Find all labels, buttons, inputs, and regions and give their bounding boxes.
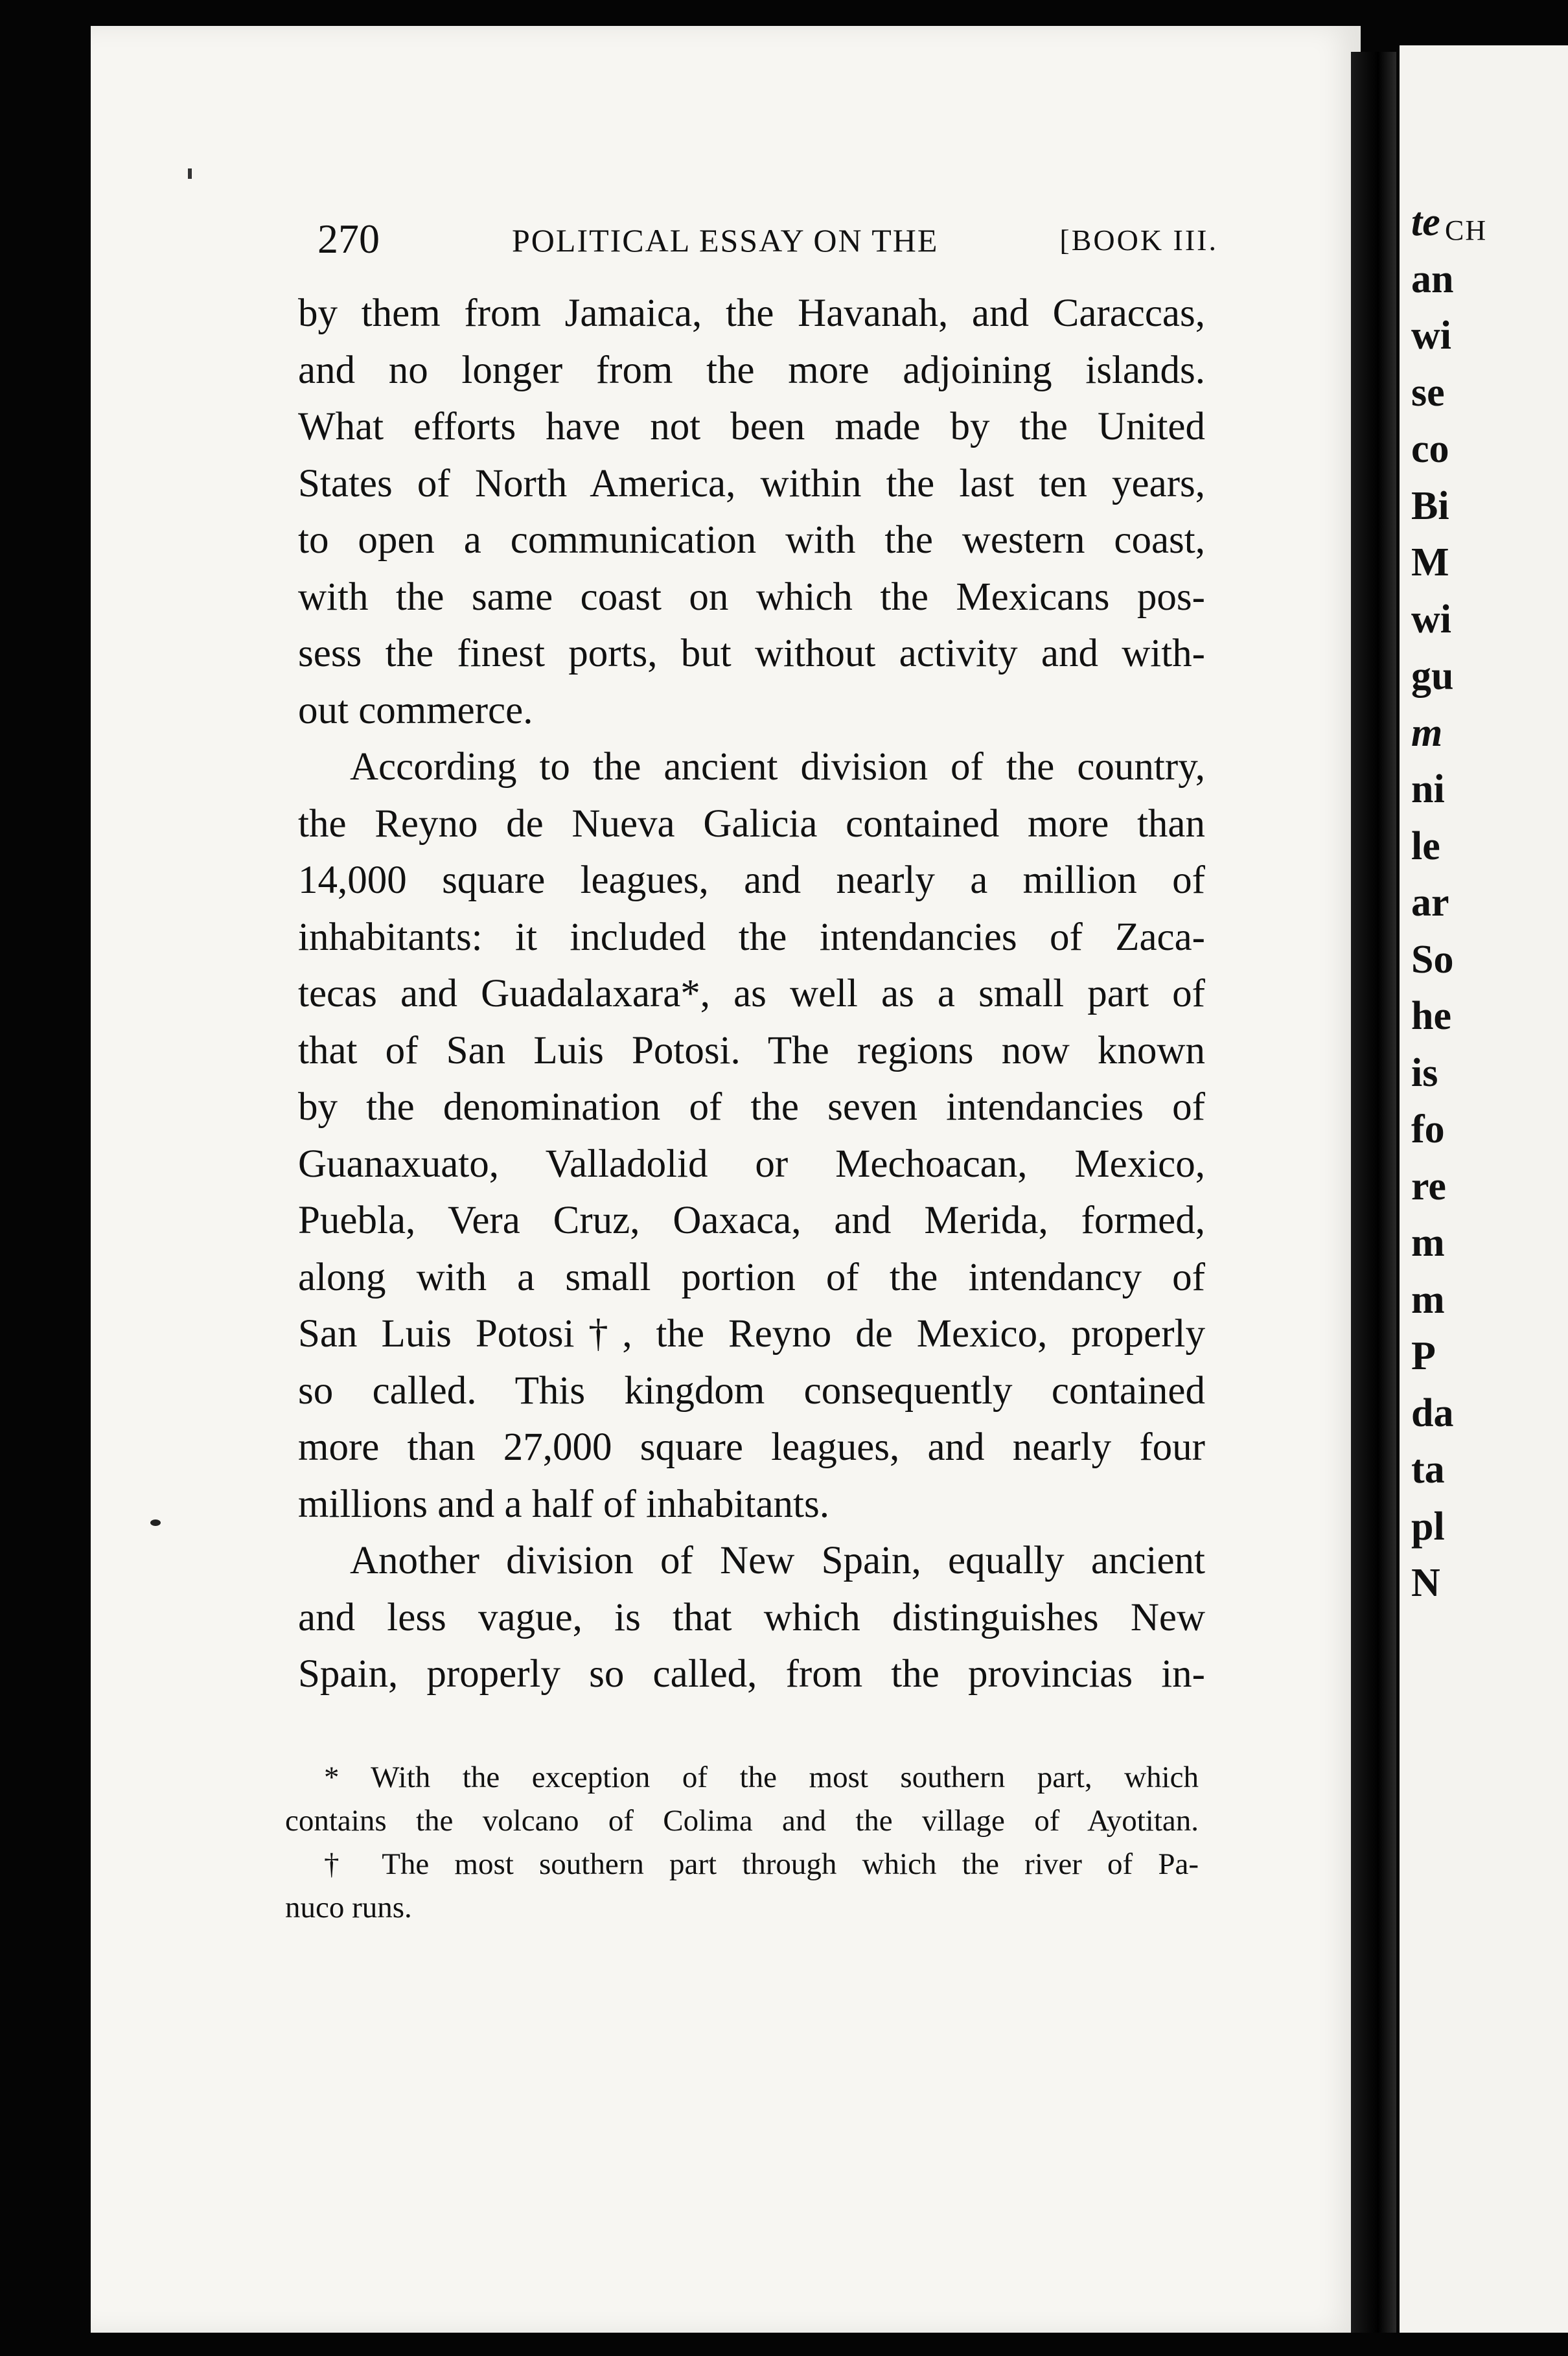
text-line: tecas and Guadalaxara*, as well as a small part of (298, 972, 1205, 1015)
footnote-line: * With the exception of the most southern part, which (324, 1761, 1199, 1794)
text-line: more than 27,000 square leagues, and nearly four (298, 1426, 1205, 1469)
right-line-fragment: an (1411, 257, 1454, 301)
text-line: out commerce. (298, 688, 533, 732)
text-line: along with a small portion of the intendancy of (298, 1255, 1205, 1299)
right-line-fragment: co (1411, 427, 1449, 471)
footnote-line: † The most southern part through which the river of Pa- (324, 1847, 1199, 1881)
text-line: by the denomination of the seven intendancies of (298, 1085, 1205, 1129)
text-line: According to the ancient division of the country, (350, 745, 1205, 789)
text-line: Another division of New Spain, equally ancient (350, 1539, 1205, 1582)
text-line: Guanaxuato, Valladolid or Mechoacan, Mexico, (298, 1142, 1205, 1186)
right-line-fragment: wi (1411, 314, 1451, 358)
right-line-fragment: P (1411, 1334, 1436, 1378)
right-line-fragment: m (1411, 1221, 1445, 1265)
right-line-fragment: M (1411, 540, 1449, 584)
right-line-fragment: da (1411, 1391, 1454, 1435)
text-line: the Reyno de Nueva Galicia contained more than (298, 802, 1205, 846)
text-line: Puebla, Vera Cruz, Oaxaca, and Merida, formed, (298, 1199, 1205, 1242)
page-header (317, 215, 1218, 273)
scan-mark (188, 168, 192, 179)
right-line-fragment: le (1411, 824, 1440, 868)
text-line: States of North America, within the last ten years, (298, 461, 1205, 505)
right-line-fragment: So (1411, 937, 1454, 982)
text-line: to open a communication with the western coast, (298, 518, 1205, 562)
right-line-fragment: he (1411, 994, 1451, 1038)
right-page-header-fragment: CH (1445, 214, 1488, 246)
right-line-fragment: wi (1411, 597, 1451, 641)
right-line-fragment: ni (1411, 767, 1445, 811)
right-line-fragment: ta (1411, 1448, 1445, 1492)
right-line-fragment: Bi (1411, 483, 1449, 528)
footnote-line: contains the volcano of Colima and the village of Ayotitan. (285, 1804, 1199, 1838)
right-line-fragment: se (1411, 370, 1445, 415)
right-line-fragment: m (1411, 1277, 1445, 1322)
text-line: with the same coast on which the Mexicans pos- (298, 575, 1205, 619)
text-line: and less vague, is that which distinguishes New (298, 1595, 1205, 1639)
text-line: and no longer from the more adjoining islands. (298, 348, 1205, 392)
footnotes (285, 1756, 1199, 1930)
text-line: so called. This kingdom consequently contained (298, 1369, 1205, 1413)
text-line: sess the finest ports, but without activity and with- (298, 632, 1205, 675)
right-line-fragment: N (1411, 1561, 1440, 1605)
text-line: What efforts have not been made by the United (298, 405, 1205, 448)
right-line-fragment: fo (1411, 1107, 1445, 1151)
right-line-fragment: gu (1411, 654, 1454, 698)
book-reference: [BOOK III. (1059, 224, 1218, 257)
page-number: 270 (317, 216, 380, 262)
right-line-fragment: m (1411, 710, 1443, 755)
right-line-fragment: is (1411, 1050, 1438, 1095)
footnote-line: nuco runs. (285, 1891, 412, 1924)
right-line-fragment: ar (1411, 881, 1449, 925)
text-line: by them from Jamaica, the Havanah, and Caraccas, (298, 292, 1205, 335)
text-line: that of San Luis Potosi. The regions now known (298, 1028, 1205, 1072)
text-line: 14,000 square leagues, and nearly a million of (298, 859, 1205, 902)
book-gutter (1351, 52, 1396, 2333)
body-text (298, 285, 1205, 1703)
running-title: POLITICAL ESSAY ON THE (512, 222, 939, 259)
right-page-text-fragments (1411, 194, 1567, 1612)
text-line: inhabitants: it included the intendancies of Zaca- (298, 915, 1205, 959)
scan-speck (150, 1519, 161, 1526)
right-line-fragment: pl (1411, 1504, 1445, 1549)
text-line: millions and a half of inhabitants. (298, 1482, 829, 1526)
text-line: San Luis Potosi†, the Reyno de Mexico, properly (298, 1312, 1205, 1356)
text-line: Spain, properly so called, from the provincias in- (298, 1652, 1205, 1696)
right-line-fragment: re (1411, 1164, 1446, 1208)
right-line-fragment: te (1411, 200, 1440, 244)
